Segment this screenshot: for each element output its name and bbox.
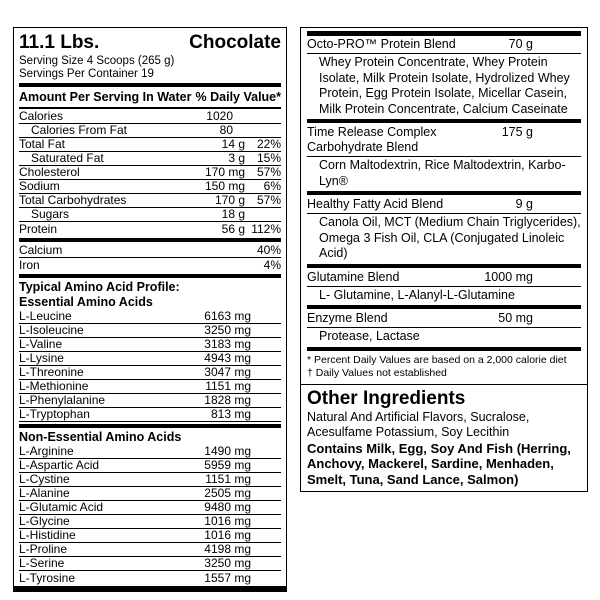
- serving-size: Serving Size 4 Scoops (265 g): [19, 55, 175, 67]
- daily-value-header: [19, 89, 281, 106]
- table-row: Sodium 150 mg 6%: [19, 179, 281, 193]
- product-size-flavor: [19, 31, 281, 55]
- table-row: L-Isoleucine 3250 mg: [19, 324, 281, 338]
- table-row: L-Tryptophan 813 mg: [19, 408, 281, 422]
- blend-section: [307, 270, 581, 304]
- blend-section: [307, 311, 581, 345]
- supplement-blends-column: [300, 27, 588, 492]
- table-row: L-Serine 3250 mg: [19, 557, 281, 571]
- table-row: L-Alanine 2505 mg: [19, 487, 281, 501]
- blend-name: Glutamine Blend: [307, 269, 400, 284]
- table-row: L-Histidine 1016 mg: [19, 529, 281, 543]
- essential-amino-rows: [19, 310, 281, 422]
- table-row: L-Aspartic Acid 5959 mg: [19, 459, 281, 473]
- blend-name: Enzyme Blend: [307, 311, 388, 325]
- divider-bar: [307, 191, 581, 195]
- divider-bar: [307, 305, 581, 309]
- table-row: L-Valine 3183 mg: [19, 338, 281, 352]
- divider-bar: [307, 31, 581, 36]
- table-row: L-Threonine 3047 mg: [19, 366, 281, 380]
- table-row: L-Arginine 1490 mg: [19, 445, 281, 459]
- table-row: Saturated Fat 3 g 15%: [19, 152, 281, 166]
- blend-amount: 175 g: [501, 125, 533, 139]
- blend-amount: 50 mg: [498, 311, 533, 325]
- blend-ingredients: Canola Oil, MCT (Medium Chain Triglycerides), Omega 3 Fish Oil, CLA (Conjugated Linoleic Acid): [319, 215, 581, 260]
- nutrition-facts-panel: [13, 27, 287, 592]
- table-row: Calories 1020: [19, 110, 281, 124]
- allergen-statement: Contains Milk, Egg, Soy And Fish (Herring, Anchovy, Mackerel, Sardine, Menhaden, Smelt, Tuna, Sand Lance, Salmon): [307, 440, 571, 487]
- other-ingredients-panel: [300, 385, 588, 493]
- blend-ingredients: L- Glutamine, L-Alanyl-L-Glutamine: [319, 287, 515, 302]
- product-weight: 11.1 Lbs.: [19, 32, 100, 53]
- amount-per-serving-label: Amount Per Serving In Water: [19, 90, 192, 104]
- divider-bar: [19, 424, 281, 428]
- other-ingredients-title: Other Ingredients: [307, 387, 466, 409]
- non-essential-amino-title: Non-Essential Amino Acids: [19, 430, 182, 444]
- other-ingredients-body: Natural And Artificial Flavors, Sucralose, Acesulfame Potassium, Soy Lecithin: [307, 409, 530, 439]
- product-flavor: Chocolate: [189, 32, 281, 53]
- blend-ingredients: Protease, Lactase: [319, 329, 420, 343]
- blend-name: Time Release Complex: [307, 125, 437, 139]
- table-row: L-Proline 4198 mg: [19, 543, 281, 557]
- essential-amino-title: Essential Amino Acids: [19, 295, 153, 309]
- divider-bar: [19, 83, 281, 87]
- daily-value-label: % Daily Value*: [195, 90, 281, 104]
- not-established-footnote: † Daily Values not established: [307, 366, 447, 379]
- table-row: Sugars 18 g: [19, 208, 281, 222]
- table-row: Iron 4%: [19, 257, 281, 272]
- divider-bar: [19, 274, 281, 278]
- nutrition-rows: [19, 110, 281, 236]
- table-row: L-Methionine 1151 mg: [19, 380, 281, 394]
- blend-section: [307, 197, 581, 262]
- blend-name: Octo-PRO™ Protein Blend: [307, 37, 456, 51]
- table-row: L-Lysine 4943 mg: [19, 352, 281, 366]
- table-row: L-Phenylalanine 1828 mg: [19, 394, 281, 408]
- footnotes: [307, 353, 581, 380]
- servings-per-container: Servings Per Container 19: [19, 68, 154, 80]
- blend-amount: 70 g: [508, 37, 533, 51]
- blend-amount: 9 g: [515, 197, 533, 211]
- table-row: Calcium 40%: [19, 243, 281, 257]
- table-row: Total Carbohydrates 170 g 57%: [19, 193, 281, 207]
- mineral-rows: [19, 244, 281, 272]
- table-row: Total Fat 14 g 22%: [19, 137, 281, 151]
- blend-section: [307, 37, 581, 117]
- table-row: L-Glycine 1016 mg: [19, 515, 281, 529]
- table-row: Protein 56 g 112%: [19, 221, 281, 236]
- table-row: L-Glutamic Acid 9480 mg: [19, 501, 281, 515]
- table-row: L-Tyrosine 1557 mg: [19, 570, 251, 585]
- divider-bar: [307, 347, 581, 351]
- table-row: L-Leucine 6163 mg: [19, 310, 281, 324]
- table-row: L-Cystine 1151 mg: [19, 473, 281, 487]
- blend-name: Healthy Fatty Acid Blend: [307, 197, 444, 211]
- divider-bar: [14, 586, 286, 591]
- divider-bar: [307, 264, 581, 268]
- blend-section: [307, 125, 581, 189]
- blend-ingredients: Corn Maltodextrin, Rice Maltodextrin, Karbo-Lyn®: [319, 158, 566, 188]
- divider-bar: [19, 238, 281, 242]
- table-row: Calories From Fat 80: [19, 124, 281, 138]
- non-essential-amino-rows: [19, 445, 281, 585]
- amino-profile-title: Typical Amino Acid Profile:: [19, 280, 180, 294]
- blend-ingredients: Whey Protein Concentrate, Whey Protein Isolate, Milk Protein Isolate, Hydrolized Whey Protein, Egg Protein Isolate, Micellar Casein, Milk Protein Concentrate, Calcium Caseinate: [319, 55, 570, 116]
- table-row: Cholesterol 170 mg 57%: [19, 165, 281, 179]
- blends-panel: [300, 27, 588, 385]
- blend-amount: 1000 mg: [484, 269, 533, 284]
- daily-value-footnote: * Percent Daily Values are based on a 2,000 calorie diet: [307, 353, 567, 366]
- divider-bar: [307, 119, 581, 123]
- blend-name-line2: Carbohydrate Blend: [307, 140, 419, 154]
